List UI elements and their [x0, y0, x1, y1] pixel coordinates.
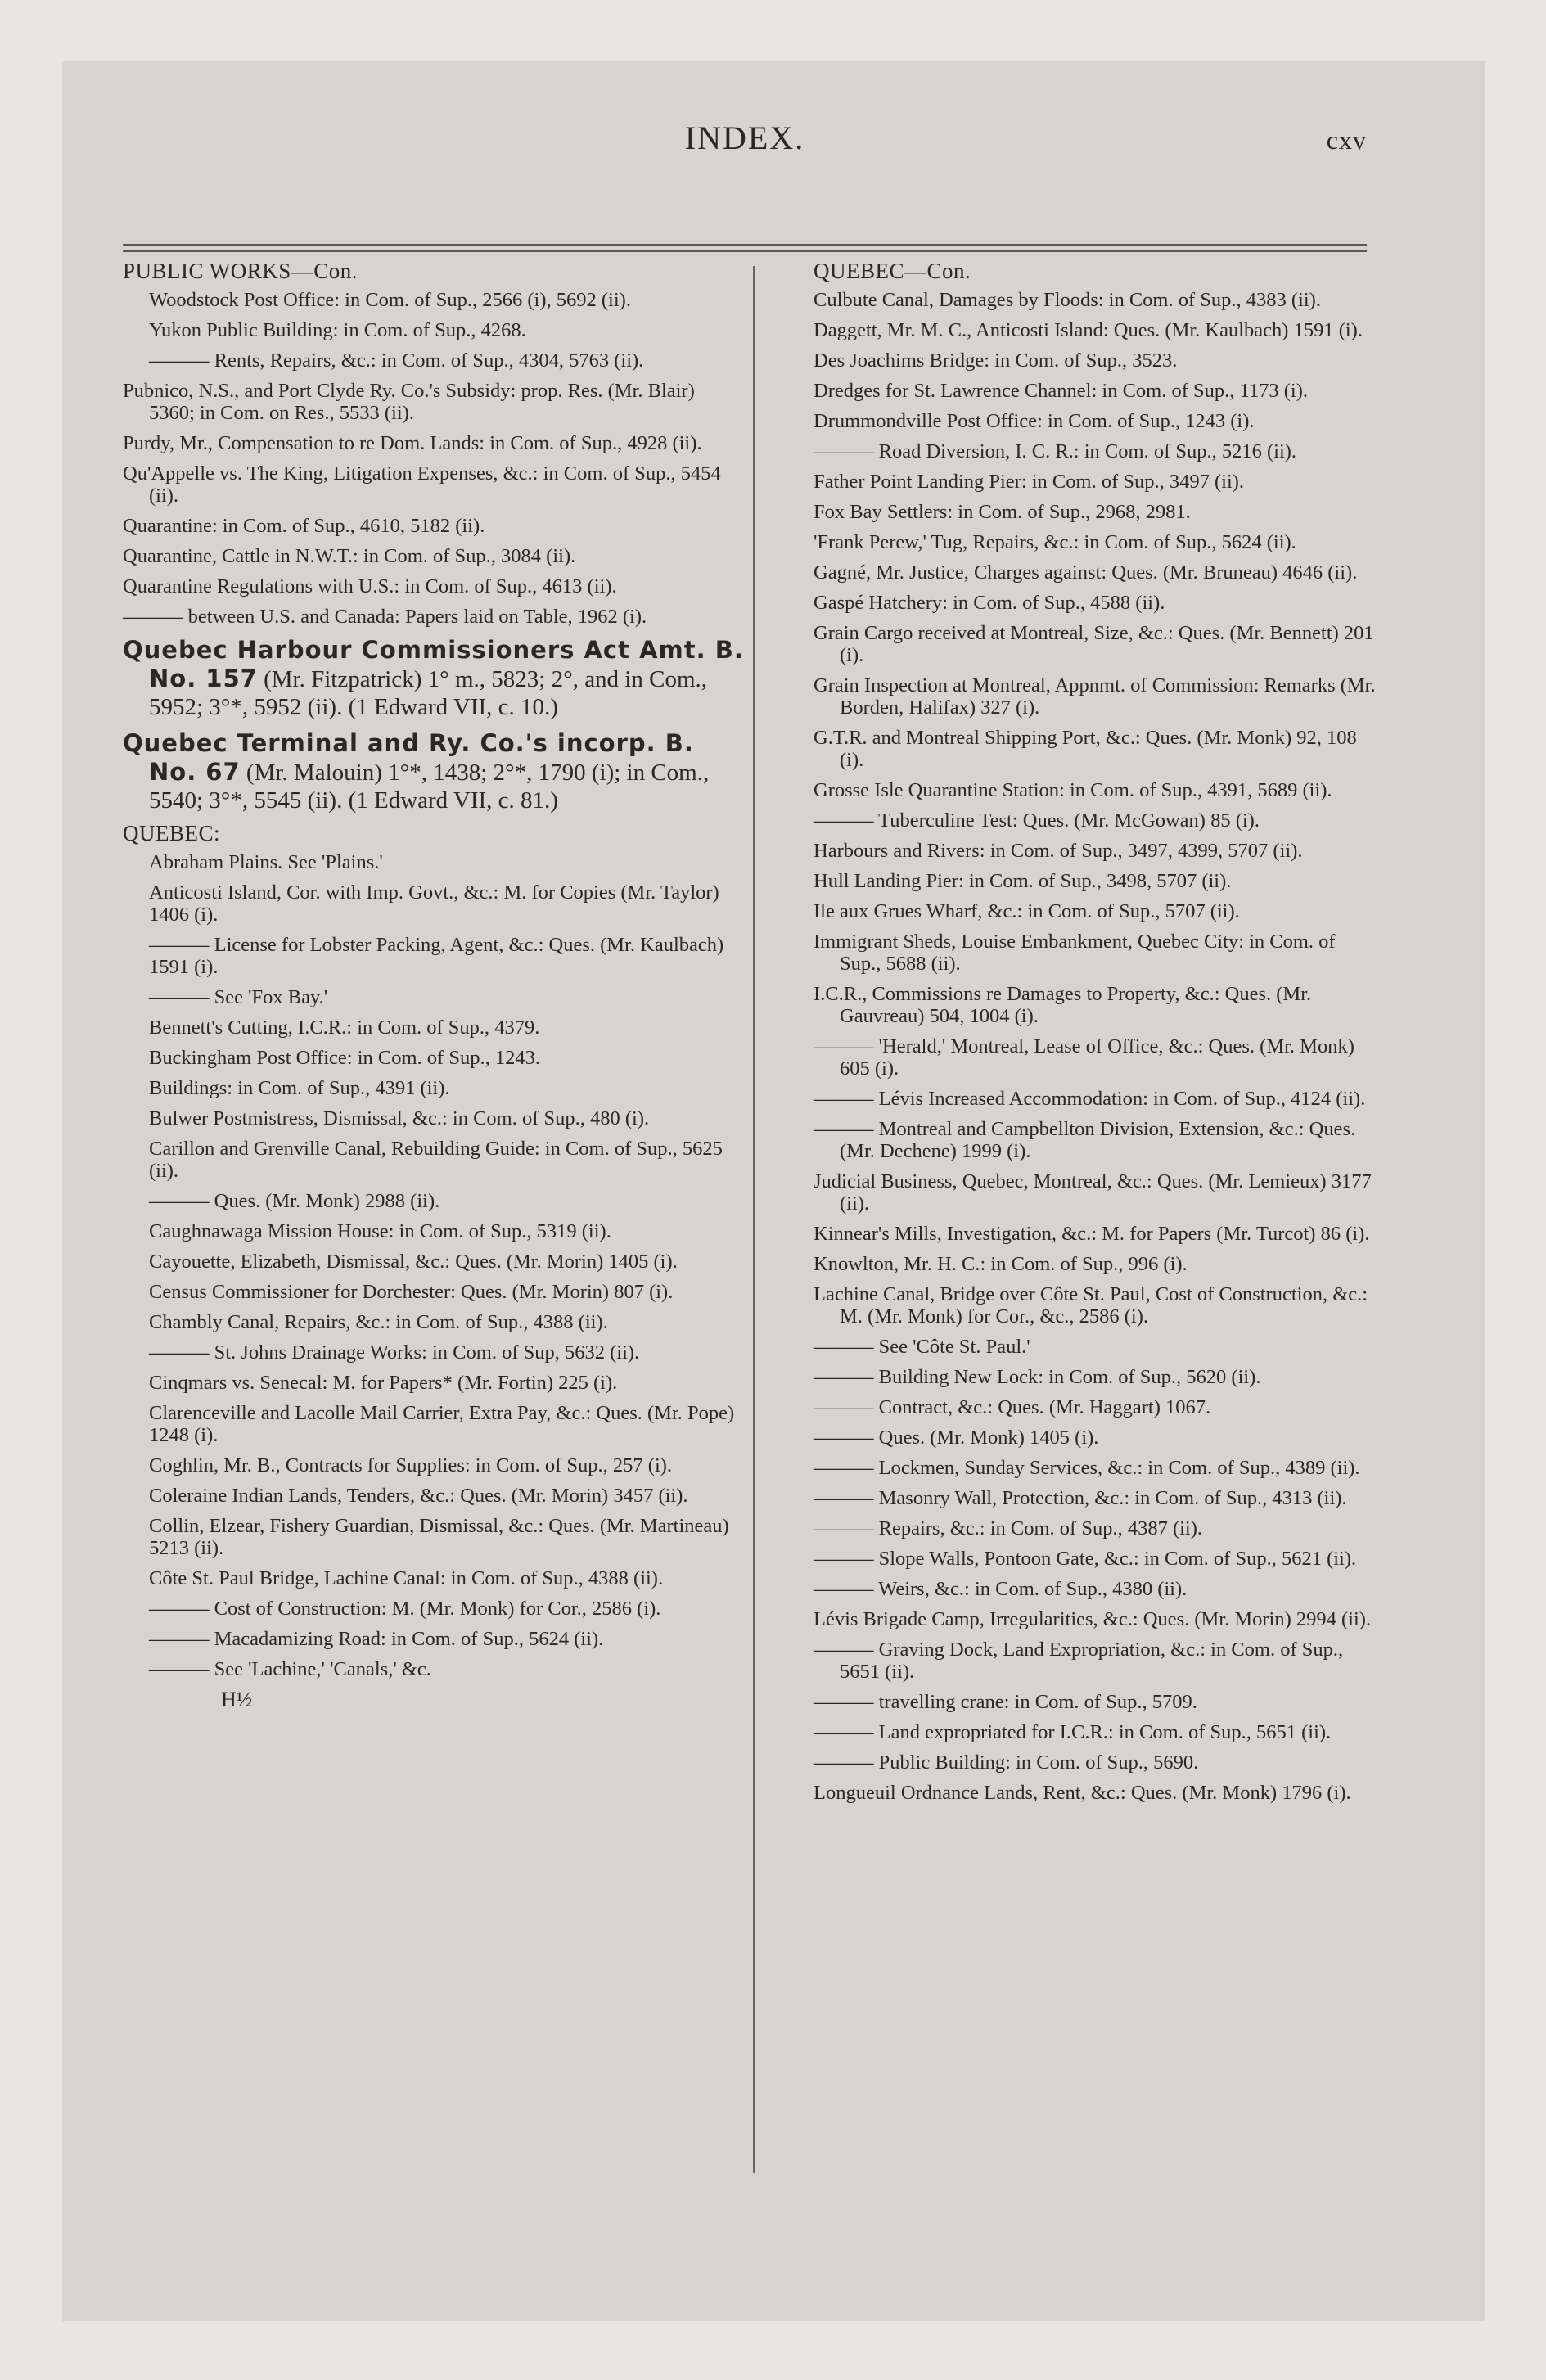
- bill-details: (Mr. Malouin) 1°*, 1438; 2°*, 1790 (i); in Com., 5540; 3°*, 5545 (ii). (1 Edward VII, c. 81.): [149, 760, 710, 814]
- index-entry: 'Frank Perew,' Tug, Repairs, &c.: in Com. of Sup., 5624 (ii).: [814, 531, 1296, 553]
- index-entry: ——— See 'Lachine,' 'Canals,' &c.: [149, 1658, 431, 1680]
- index-entry: Côte St. Paul Bridge, Lachine Canal: in Com. of Sup., 4388 (ii).: [149, 1567, 664, 1589]
- column-divider: [753, 266, 755, 2173]
- index-entry: Quarantine: in Com. of Sup., 4610, 5182 (ii).: [123, 515, 485, 537]
- index-entry: Collin, Elzear, Fishery Guardian, Dismissal, &c.: Ques. (Mr. Martineau) 5213 (ii).: [149, 1515, 729, 1559]
- header-rule-top: [123, 244, 1367, 246]
- index-entry: ——— Cost of Construction: M. (Mr. Monk) for Cor., 2586 (i).: [149, 1598, 661, 1620]
- index-entry: Qu'Appelle vs. The King, Litigation Expenses, &c.: in Com. of Sup., 5454 (ii).: [123, 462, 721, 507]
- bill-entry-harbour: [123, 636, 745, 721]
- index-entry: Cayouette, Elizabeth, Dismissal, &c.: Ques. (Mr. Morin) 1405 (i).: [149, 1251, 678, 1273]
- index-entry: ——— Building New Lock: in Com. of Sup., 5620 (ii).: [814, 1366, 1261, 1388]
- index-entry: Clarenceville and Lacolle Mail Carrier, Extra Pay, &c.: Ques. (Mr. Pope) 1248 (i).: [149, 1402, 735, 1446]
- bill-entry-terminal: [123, 729, 745, 814]
- index-entry: Bulwer Postmistress, Dismissal, &c.: in Com. of Sup., 480 (i).: [149, 1107, 650, 1129]
- index-entry: ——— See 'Côte St. Paul.': [814, 1336, 1030, 1358]
- index-entry: Knowlton, Mr. H. C.: in Com. of Sup., 996 (i).: [814, 1253, 1188, 1275]
- index-entry: ——— Land expropriated for I.C.R.: in Com. of Sup., 5651 (ii).: [814, 1721, 1332, 1743]
- index-entry: Kinnear's Mills, Investigation, &c.: M. for Papers (Mr. Turcot) 86 (i).: [814, 1223, 1370, 1245]
- bill-title: Quebec Terminal and Ry. Co.'s incorp. B. No. 67: [123, 729, 694, 786]
- index-entry: ——— Lévis Increased Accommodation: in Com. of Sup., 4124 (ii).: [814, 1088, 1366, 1110]
- index-entry: ——— Road Diversion, I. C. R.: in Com. of Sup., 5216 (ii).: [814, 440, 1297, 462]
- index-entry: ——— Ques. (Mr. Monk) 2988 (ii).: [149, 1190, 440, 1212]
- index-entry: Immigrant Sheds, Louise Embankment, Quebec City: in Com. of Sup., 5688 (ii).: [814, 931, 1336, 975]
- index-entry: ——— Montreal and Campbellton Division, Extension, &c.: Ques. (Mr. Dechene) 1999 (i).: [814, 1118, 1356, 1162]
- bill-title: Quebec Harbour Commissioners Act Amt. B. No. 157: [123, 636, 744, 692]
- index-entry: ——— Tuberculine Test: Ques. (Mr. McGowan) 85 (i).: [814, 809, 1260, 832]
- index-entry: Longueuil Ordnance Lands, Rent, &c.: Ques. (Mr. Monk) 1796 (i).: [814, 1782, 1351, 1804]
- index-entry: Grosse Isle Quarantine Station: in Com. of Sup., 4391, 5689 (ii).: [814, 779, 1332, 801]
- page-header: [123, 119, 1367, 184]
- index-entry: Judicial Business, Quebec, Montreal, &c.: Ques. (Mr. Lemieux) 3177 (ii).: [814, 1170, 1372, 1215]
- index-entry: ——— See 'Fox Bay.': [149, 986, 328, 1008]
- index-entry: Daggett, Mr. M. C., Anticosti Island: Ques. (Mr. Kaulbach) 1591 (i).: [814, 319, 1363, 341]
- index-entry: Lévis Brigade Camp, Irregularities, &c.: Ques. (Mr. Morin) 2994 (ii).: [814, 1608, 1372, 1630]
- index-entry: ——— Graving Dock, Land Expropriation, &c.: in Com. of Sup., 5651 (ii).: [814, 1639, 1344, 1683]
- index-entry: Anticosti Island, Cor. with Imp. Govt., &c.: M. for Copies (Mr. Taylor) 1406 (i).: [149, 881, 719, 926]
- index-entry: Carillon and Grenville Canal, Rebuilding Guide: in Com. of Sup., 5625 (ii).: [149, 1138, 723, 1182]
- index-entry: Father Point Landing Pier: in Com. of Sup., 3497 (ii).: [814, 471, 1245, 493]
- index-entry: Gaspé Hatchery: in Com. of Sup., 4588 (ii).: [814, 592, 1165, 614]
- index-entry: Lachine Canal, Bridge over Côte St. Paul, Cost of Construction, &c.: M. (Mr. Monk) for Cor., &c., 2586 (i).: [814, 1283, 1368, 1327]
- index-entry: Harbours and Rivers: in Com. of Sup., 3497, 4399, 5707 (ii).: [814, 840, 1303, 862]
- index-entry: Quarantine Regulations with U.S.: in Com. of Sup., 4613 (ii).: [123, 575, 617, 597]
- index-entry: ——— Masonry Wall, Protection, &c.: in Com. of Sup., 4313 (ii).: [814, 1487, 1347, 1509]
- index-entry: Fox Bay Settlers: in Com. of Sup., 2968, 2981.: [814, 501, 1191, 523]
- index-entry: Cinqmars vs. Senecal: M. for Papers* (Mr. Fortin) 225 (i).: [149, 1372, 618, 1394]
- index-entry: Pubnico, N.S., and Port Clyde Ry. Co.'s Subsidy: prop. Res. (Mr. Blair) 5360; in Com. on Res., 5533 (ii).: [123, 380, 695, 424]
- header-rule-bottom: [123, 250, 1367, 252]
- index-entry: Buildings: in Com. of Sup., 4391 (ii).: [149, 1077, 450, 1099]
- index-entry: ——— Lockmen, Sunday Services, &c.: in Com. of Sup., 4389 (ii).: [814, 1457, 1360, 1479]
- index-entry: ——— Repairs, &c.: in Com. of Sup., 4387 (ii).: [814, 1517, 1202, 1539]
- index-entry: ——— Rents, Repairs, &c.: in Com. of Sup., 4304, 5763 (ii).: [149, 349, 644, 372]
- index-entry: Census Commissioner for Dorchester: Ques. (Mr. Morin) 807 (i).: [149, 1281, 674, 1303]
- index-entry: ——— License for Lobster Packing, Agent, &c.: Ques. (Mr. Kaulbach) 1591 (i).: [149, 934, 724, 978]
- index-entry: Coghlin, Mr. B., Contracts for Supplies: in Com. of Sup., 257 (i).: [149, 1454, 673, 1476]
- index-entry: Quarantine, Cattle in N.W.T.: in Com. of Sup., 3084 (ii).: [123, 545, 576, 567]
- index-entry: Woodstock Post Office: in Com. of Sup., 2566 (i), 5692 (ii).: [149, 289, 631, 311]
- index-entry: ——— St. Johns Drainage Works: in Com. of Sup, 5632 (ii).: [149, 1341, 640, 1364]
- index-entry: Gagné, Mr. Justice, Charges against: Ques. (Mr. Bruneau) 4646 (ii).: [814, 561, 1358, 584]
- index-entry: ——— 'Herald,' Montreal, Lease of Office, &c.: Ques. (Mr. Monk) 605 (i).: [814, 1035, 1354, 1080]
- index-entry: Hull Landing Pier: in Com. of Sup., 3498, 5707 (ii).: [814, 870, 1232, 892]
- index-entry: Grain Inspection at Montreal, Appnmt. of Commission: Remarks (Mr. Borden, Halifax) 327 (i).: [814, 674, 1376, 719]
- index-entry: Purdy, Mr., Compensation to re Dom. Lands: in Com. of Sup., 4928 (ii).: [123, 432, 702, 454]
- index-entry: Abraham Plains. See 'Plains.': [149, 851, 383, 873]
- index-entry: Bennett's Cutting, I.C.R.: in Com. of Sup., 4379.: [149, 1016, 540, 1039]
- index-entry: Yukon Public Building: in Com. of Sup., 4268.: [149, 319, 526, 341]
- section-heading: QUEBEC—Con.: [814, 259, 971, 283]
- index-entry: ——— Slope Walls, Pontoon Gate, &c.: in Com. of Sup., 5621 (ii).: [814, 1548, 1357, 1570]
- index-entry: Dredges for St. Lawrence Channel: in Com. of Sup., 1173 (i).: [814, 380, 1308, 402]
- index-entry: Culbute Canal, Damages by Floods: in Com. of Sup., 4383 (ii).: [814, 289, 1321, 311]
- index-entry: ——— travelling crane: in Com. of Sup., 5709.: [814, 1691, 1197, 1713]
- index-entry: ——— between U.S. and Canada: Papers laid on Table, 1962 (i).: [123, 606, 647, 628]
- section-heading-quebec: QUEBEC:: [123, 821, 221, 845]
- signature-mark: H½: [221, 1688, 253, 1711]
- section-heading: PUBLIC WORKS—Con.: [123, 259, 358, 283]
- page-number: cxv: [1326, 125, 1367, 155]
- index-entry: Caughnawaga Mission House: in Com. of Sup., 5319 (ii).: [149, 1220, 611, 1242]
- index-entry: Ile aux Grues Wharf, &c.: in Com. of Sup., 5707 (ii).: [814, 900, 1240, 922]
- index-entry: ——— Public Building: in Com. of Sup., 5690.: [814, 1751, 1199, 1774]
- index-entry: Coleraine Indian Lands, Tenders, &c.: Ques. (Mr. Morin) 3457 (ii).: [149, 1485, 688, 1507]
- index-entry: ——— Macadamizing Road: in Com. of Sup., 5624 (ii).: [149, 1628, 604, 1650]
- index-entry: Buckingham Post Office: in Com. of Sup., 1243.: [149, 1047, 540, 1069]
- index-entry: Drummondville Post Office: in Com. of Sup., 1243 (i).: [814, 410, 1255, 432]
- left-column: [123, 260, 745, 1711]
- index-entry: I.C.R., Commissions re Damages to Property, &c.: Ques. (Mr. Gauvreau) 504, 1004 (i).: [814, 983, 1312, 1027]
- index-entry: Grain Cargo received at Montreal, Size, &c.: Ques. (Mr. Bennett) 201 (i).: [814, 622, 1374, 666]
- index-entry: ——— Contract, &c.: Ques. (Mr. Haggart) 1067.: [814, 1396, 1211, 1418]
- right-column: [814, 260, 1378, 1812]
- index-entry: Chambly Canal, Repairs, &c.: in Com. of Sup., 4388 (ii).: [149, 1311, 608, 1333]
- index-entry: ——— Ques. (Mr. Monk) 1405 (i).: [814, 1427, 1099, 1449]
- bill-details: (Mr. Fitzpatrick) 1° m., 5823; 2°, and in Com., 5952; 3°*, 5952 (ii). (1 Edward VII, c. 10.): [149, 666, 708, 720]
- page-title: INDEX.: [684, 119, 805, 156]
- index-entry: G.T.R. and Montreal Shipping Port, &c.: Ques. (Mr. Monk) 92, 108 (i).: [814, 727, 1357, 771]
- index-entry: Des Joachims Bridge: in Com. of Sup., 3523.: [814, 349, 1178, 372]
- index-entry: ——— Weirs, &c.: in Com. of Sup., 4380 (ii).: [814, 1578, 1188, 1600]
